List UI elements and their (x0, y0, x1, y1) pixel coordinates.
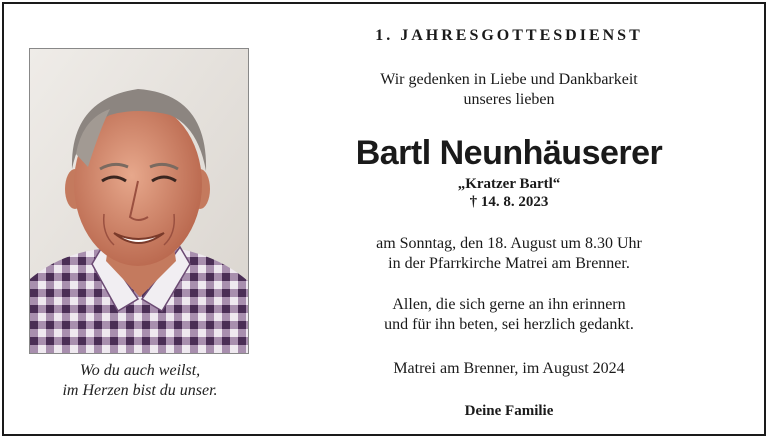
death-date: † 14. 8. 2023 (469, 194, 549, 210)
portrait-photo (29, 48, 249, 354)
service-line-1: am Sonntag, den 18. August um 8.30 Uhr (376, 235, 642, 252)
quote-line-1: Wo du auch weilst, (79, 362, 201, 379)
thanks-line-2: und für ihn beten, sei herzlich gedankt. (384, 316, 634, 333)
deceased-name: Bartl Neunhäuserer (355, 134, 663, 172)
memorial-card (2, 2, 766, 436)
quote-line-2: im Herzen bist du unser. (62, 382, 218, 399)
intro-text (349, 70, 669, 110)
service-line-2: in der Pfarrkirche Matrei am Brenner. (388, 255, 630, 272)
thanks-text (349, 295, 669, 335)
place-date: Matrei am Brenner, im August 2024 (393, 360, 625, 377)
service-details (349, 234, 669, 274)
deceased-nickname: „Kratzer Bartl“ (457, 176, 561, 192)
intro-line-1: Wir gedenken in Liebe und Dankbarkeit (380, 71, 638, 88)
intro-line-2: unseres lieben (463, 91, 555, 108)
memorial-quote (24, 361, 256, 401)
portrait-illustration (30, 49, 248, 353)
signature: Deine Familie (464, 403, 554, 419)
thanks-line-1: Allen, die sich gerne an ihn erinnern (392, 296, 626, 313)
card-headline: 1. JAHRESGOTTESDIENST (375, 27, 643, 44)
